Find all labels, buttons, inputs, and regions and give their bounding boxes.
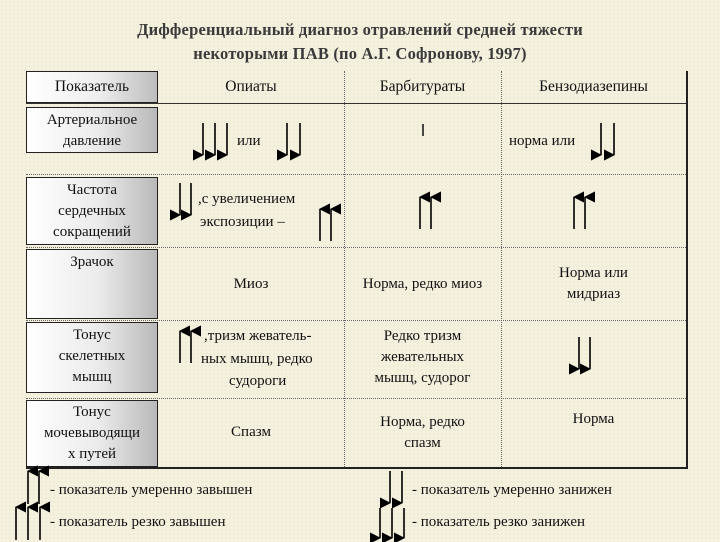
header-indicator: Показатель xyxy=(26,71,158,103)
hr-opiates-line-1: ,с увеличением xyxy=(198,191,296,207)
title-line-2: некоторыми ПАВ (по А.Г. Софронову, 1997) xyxy=(193,44,527,63)
header-rule xyxy=(26,103,686,104)
urinary-benzo-text: Норма xyxy=(572,411,615,427)
text-line: мышц, судорог xyxy=(374,370,471,386)
label-line: мочевыводящи xyxy=(43,425,141,441)
urinary-barbiturates-text xyxy=(344,412,501,454)
text-line: Редко тризм xyxy=(383,328,462,344)
pupil-benzo-text xyxy=(501,263,686,305)
legend-up-sharp: - показатель резко завышен xyxy=(50,514,226,530)
legend-up-moderate-icon xyxy=(24,468,44,506)
label-line: Зрачок xyxy=(70,254,114,270)
sharp-down-arrow-icon xyxy=(198,121,232,157)
urinary-opiates-text: Спазм xyxy=(231,424,271,440)
moderate-down-arrow-icon xyxy=(575,335,597,371)
text-line: мидриаз xyxy=(566,286,621,302)
row-label-urinary-tone xyxy=(26,400,158,467)
text-line: жевательных xyxy=(380,349,465,365)
label-line: Тонус xyxy=(73,327,111,343)
label-line: Частота xyxy=(66,182,118,198)
hr-opiates-line-2: экспозиции – xyxy=(200,214,285,230)
label-line: Артериальное xyxy=(46,112,138,128)
moderate-down-arrow-icon xyxy=(282,121,306,157)
slide-title xyxy=(80,18,640,66)
label-line: сокращений xyxy=(53,224,131,240)
header-opiates: Опиаты xyxy=(225,78,277,95)
label-line: мышц xyxy=(72,369,112,385)
slight-down-arrow-icon xyxy=(418,123,428,139)
legend-down-moderate-icon xyxy=(386,468,408,506)
header-barbiturates: Барбитураты xyxy=(379,78,466,95)
moderate-down-arrow-icon xyxy=(596,121,620,157)
moderate-down-arrow-icon xyxy=(176,181,198,217)
row-divider xyxy=(26,174,686,175)
row-divider xyxy=(26,398,686,399)
row-divider xyxy=(26,247,686,248)
skeletal-opiates-line-2: ных мышц, редко xyxy=(201,351,313,367)
label-line: Тонус xyxy=(73,404,111,420)
legend-up-moderate: - показатель умеренно завышен xyxy=(50,482,253,498)
label-line: скелетных xyxy=(58,348,126,364)
header-benzodiazepines: Бензодиазепины xyxy=(539,78,648,95)
row-label-pupil xyxy=(26,249,158,319)
title-line-1: Дифференциальный диагноз отравлений средней тяжести xyxy=(137,20,583,39)
row-divider xyxy=(26,320,686,321)
legend-down-sharp-icon xyxy=(376,506,410,542)
legend-down-moderate: - показатель умеренно занижен xyxy=(412,482,612,498)
text-line: Норма, редко xyxy=(380,414,465,430)
legend-up-sharp-icon xyxy=(12,504,46,540)
pupil-barbiturates-text: Норма, редко миоз xyxy=(362,276,483,292)
text-line: спазм xyxy=(404,435,441,451)
row-label-blood-pressure xyxy=(26,107,158,153)
moderate-up-arrow-icon xyxy=(570,195,592,231)
label-line: сердечных xyxy=(58,203,126,219)
moderate-up-arrow-icon xyxy=(316,207,338,243)
pupil-opiates-text: Миоз xyxy=(233,276,269,292)
text-line: Норма или xyxy=(559,265,628,281)
moderate-up-arrow-icon xyxy=(176,329,198,365)
skeletal-opiates-line-3: судороги xyxy=(229,373,287,389)
bp-benzo-text: норма или xyxy=(509,133,576,149)
row-label-heart-rate xyxy=(26,177,158,245)
skeletal-opiates-line-1: ,тризм жеватель- xyxy=(204,328,312,344)
skeletal-barbiturates-text xyxy=(344,326,501,389)
label-line: х путей xyxy=(67,446,117,462)
bp-opiates-text: или xyxy=(237,133,261,149)
col-divider xyxy=(344,71,345,467)
row-label-skeletal-tone xyxy=(26,322,158,393)
label-line: давление xyxy=(62,133,122,149)
diagnosis-table xyxy=(26,71,688,469)
legend-down-sharp: - показатель резко занижен xyxy=(412,514,586,530)
moderate-up-arrow-icon xyxy=(416,195,438,231)
